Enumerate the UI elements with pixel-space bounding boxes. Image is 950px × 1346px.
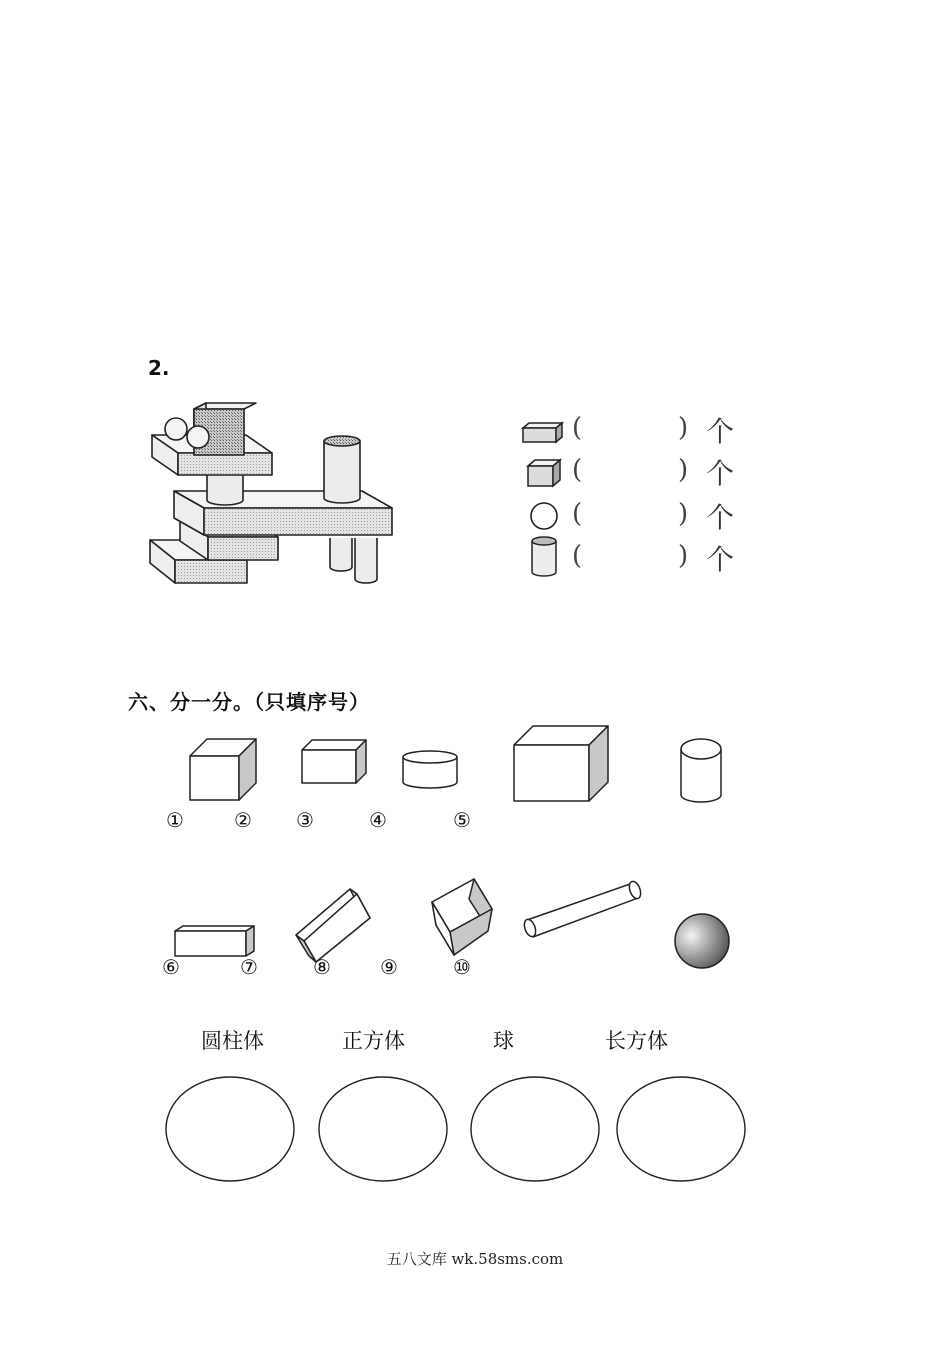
answer-oval-cube[interactable] [319,1077,447,1181]
cylinder-icon [527,534,561,580]
category-sphere-label: 球 [493,1029,514,1053]
tall-cylinder-shape-icon [681,739,721,802]
shapes-row-1 [0,720,950,810]
count-open-paren: ( [572,455,583,485]
cuboid-shape-icon [302,740,366,783]
shapes-row-2 [0,870,950,980]
shape-label-2: ② [234,808,252,832]
rod-cylinder-shape-icon [522,880,643,938]
shape-label-1: ① [166,808,184,832]
shape-label-5: ⑤ [453,808,471,832]
shape-label-10: ⑩ [453,955,471,979]
ball-shape-icon [675,914,729,968]
category-cuboid-label: 长方体 [605,1029,668,1053]
count-answer-blank[interactable] [596,416,674,446]
cuboid-icon [520,420,566,446]
tilted-cuboid-shape-icon [296,889,370,962]
block-stack-figure [130,395,410,600]
shape-label-7: ⑦ [240,955,258,979]
shape-label-8: ⑧ [313,955,331,979]
count-close-paren: ) [678,541,689,571]
cube-shape-icon [190,739,256,800]
shape-label-4: ④ [369,808,387,832]
sphere-icon [526,500,562,532]
count-answer-blank[interactable] [596,458,674,488]
count-open-paren: ( [572,499,583,529]
count-unit: 个 [706,457,735,490]
count-open-paren: ( [572,541,583,571]
cube-icon [524,457,566,489]
section-6-title: 六、分一分。（只填序号） [128,690,370,714]
footer-text: 五八文库 wk.58sms.com [386,1250,564,1268]
shape-label-3: ③ [296,808,314,832]
question-2-number: 2. [148,356,170,380]
large-cube-shape-icon [514,726,608,801]
count-close-paren: ) [678,499,689,529]
shape-label-6: ⑥ [162,955,180,979]
count-answer-blank[interactable] [596,502,674,532]
answer-ovals [0,1070,950,1190]
category-cylinder-label: 圆柱体 [201,1029,264,1053]
answer-oval-cuboid[interactable] [617,1077,745,1181]
cylinder-shape-icon [403,751,457,788]
category-cube-label: 正方体 [342,1029,405,1053]
answer-oval-cylinder[interactable] [166,1077,294,1181]
count-answer-blank[interactable] [596,544,674,574]
tilted-cube-shape-icon [432,879,492,955]
count-unit: 个 [706,415,735,448]
count-unit: 个 [706,501,735,534]
answer-oval-sphere[interactable] [471,1077,599,1181]
count-unit: 个 [706,543,735,576]
count-close-paren: ) [678,455,689,485]
shape-label-9: ⑨ [380,955,398,979]
flat-cuboid-shape-icon [175,926,254,956]
count-close-paren: ) [678,413,689,443]
count-open-paren: ( [572,413,583,443]
